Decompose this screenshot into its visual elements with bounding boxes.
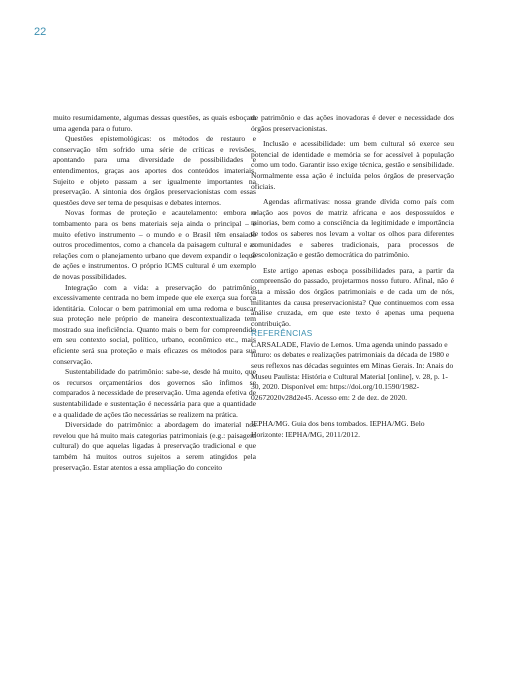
references-heading: REFERÊNCIAS <box>251 329 313 339</box>
body-paragraph: Inclusão e acessibilidade: um bem cultural só exerce seu potencial de identidade e memória se for acessível à população como um todo. Garantir isso exige técnica, gestão e sensibilidade. Normalmente essa ação é incluída pelos órgãos de preservação oficiais. <box>251 139 454 191</box>
left-column <box>53 113 256 473</box>
reference-entry: IEPHA/MG. Guia dos bens tombados. IEPHA/MG. Belo Horizonte: IEPHA/MG, 2011/2012. <box>251 419 425 440</box>
body-paragraph: Questões epistemológicas: os métodos de restauro e conservação têm sofrido uma série de críticas e revisões, apontando para uma diversidade de possibilidades e entendimentos, graças aos aportes dos conteúdos imateriais. Sujeito e objeto passam a ser igualmente importantes na preservação. A sintonia dos órgãos preservacionistas com essas questões deve ser tema de pesquisas e debates internos. <box>53 134 256 207</box>
body-paragraph: Integração com a vida: a preservação do patrimônio excessivamente centrada no bem impede que ele exerça sua força identitária. Colocar o bem patrimonial em uma redoma e buscar sua proteção nele próprio de maneira descontextualizada tem mostrado sua ineficiência. Quanto mais o bem for compreendido em seu contexto social, político, urbano, econômico etc., mais eficiente será sua proteção e mais eficazes os métodos para sua conservação. <box>53 282 256 366</box>
page-number: 22 <box>34 26 47 38</box>
body-paragraph: Este artigo apenas esboça possibilidades para, a partir da compreensão do passado, projetarmos nosso futuro. Afinal, não é esta a missão dos órgãos patrimoniais e de cada um de nós, militantes da causa preservacionista? Que continuemos com essa análise cruzada, em que este texto é apenas uma pequena contribuição. <box>251 265 454 328</box>
body-paragraph: de patrimônio e das ações inovadoras é dever e necessidade dos órgãos preservacionistas. <box>251 113 454 133</box>
body-paragraph: Diversidade do patrimônio: a abordagem do imaterial nos revelou que há muito mais categorias patrimoniais (e.g.: paisagem cultural) do que aquelas ligadas à preservação tradicional e que também há muitos outros sujeitos a serem atingidos pela preservação. Estar atentos a essa ampliação do conceito <box>53 420 256 472</box>
body-paragraph: Sustentabilidade do patrimônio: sabe-se, desde há muito, que os recursos orçamentários dos governos são ínfimos se comparados à necessidade de preservação. Uma agenda efetiva de sustentabilidade e sustentação é necessária para que a quantidade e a qualidade de ações tão necessárias se realizem na prática. <box>53 367 256 419</box>
right-column <box>251 113 454 441</box>
body-paragraph: Novas formas de proteção e acautelamento: embora o tombamento para os bens materiais seja ainda o principal – e muito efetivo instrumento – o mundo e o Brasil têm ensaiado outros procedimentos, como a chancela da paisagem cultural e as relações com o planejamento urbano que devem expandir o leque de ações e instrumentos. O próprio ICMS cultural é um exemplo de novas possibilidades. <box>53 208 256 281</box>
body-paragraph: muito resumidamente, algumas dessas questões, as quais esboçam uma agenda para o futuro. <box>53 113 256 133</box>
body-paragraph: Agendas afirmativas: nossa grande dívida como país com relação aos povos de matriz africana e aos despossuídos e minorias, bem como a consciência da legitimidade e importância de todos os saberes nos levam a voltar os olhos para diferentes comunidades e saberes tradicionais, para processos de descolonização e gestão democrática do patrimônio. <box>251 197 454 260</box>
reference-entry: CARSALADE, Flavio de Lemos. Uma agenda unindo passado e futuro: os debates e realizações patrimoniais da década de 1980 e seus reflexos nas décadas seguintes em Minas Gerais. In: Anais do Museu Paulista: História e Cultural Material [online], v. 28, p. 1-30, 2020. Disponível em: https://doi.org/10.1590/1982-02672020v28d2e45. Acesso em: 2 de dez. de 2020. <box>251 339 454 402</box>
